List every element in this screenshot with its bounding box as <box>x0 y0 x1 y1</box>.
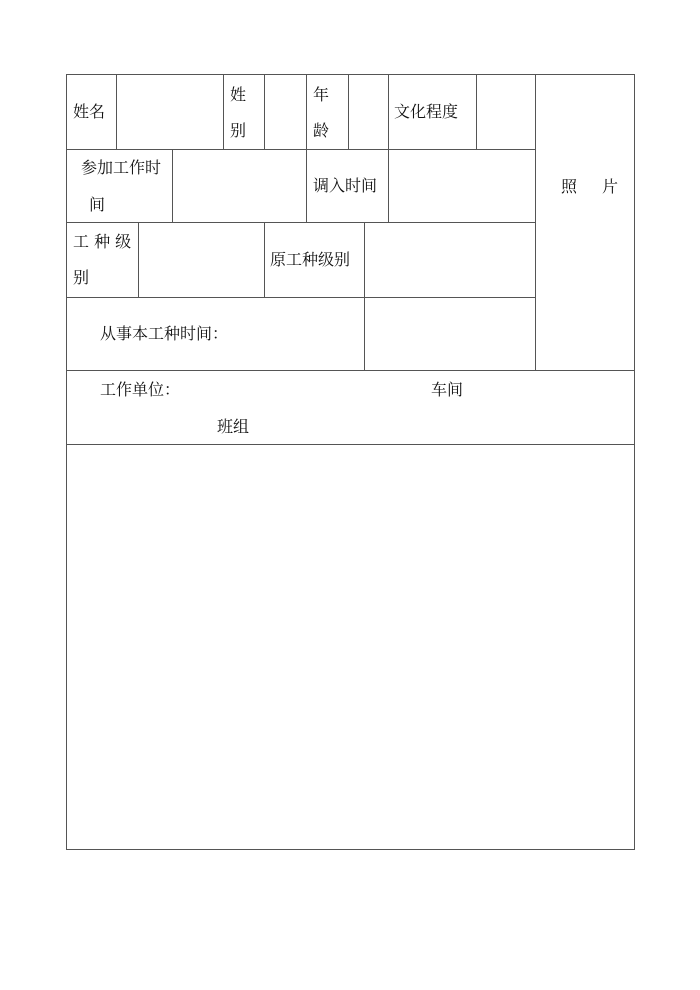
job-grade-label-bottom: 别 <box>73 268 90 287</box>
job-duration-label: 从事本工种时间： <box>100 324 229 343</box>
join-work-label-top: 参加工作时 <box>81 158 162 177</box>
row2-divider-c <box>388 149 389 222</box>
row1-divider-e <box>348 74 349 149</box>
content-area[interactable] <box>67 445 634 849</box>
row-divider-3 <box>66 297 536 298</box>
name-label: 姓名 <box>73 102 106 121</box>
age-label-top: 年 <box>313 85 330 104</box>
photo-label-right: 片 <box>602 177 619 196</box>
photo-label-left: 照 <box>561 177 578 196</box>
row-divider-2 <box>66 222 536 223</box>
row-divider-1 <box>66 149 536 150</box>
row1-divider-a <box>116 74 117 149</box>
row1-divider-f <box>388 74 389 149</box>
row1-divider-g <box>476 74 477 149</box>
join-work-label-bottom: 间 <box>89 195 106 214</box>
row3-divider-a <box>138 222 139 297</box>
row2-divider-a <box>172 149 173 222</box>
row1-divider-b <box>223 74 224 149</box>
gender-label-top: 姓 <box>230 85 247 104</box>
row2-divider-b <box>306 149 307 222</box>
row3-divider-b <box>264 222 265 297</box>
job-grade-label-top: 工 种 级 <box>73 232 132 251</box>
photo-column-divider <box>535 74 536 371</box>
row-divider-4 <box>66 370 635 371</box>
age-label-bottom: 龄 <box>313 121 330 140</box>
transfer-in-label: 调入时间 <box>313 176 378 195</box>
orig-job-grade-label: 原工种级别 <box>270 250 351 269</box>
work-unit-label: 工作单位： <box>100 380 181 399</box>
team-label: 班组 <box>217 417 250 436</box>
row1-divider-d <box>306 74 307 149</box>
row1-divider-c <box>264 74 265 149</box>
education-label: 文化程度 <box>394 102 459 121</box>
workshop-label: 车间 <box>431 380 464 399</box>
gender-label-bottom: 别 <box>230 121 247 140</box>
row3-divider-c <box>364 222 365 370</box>
